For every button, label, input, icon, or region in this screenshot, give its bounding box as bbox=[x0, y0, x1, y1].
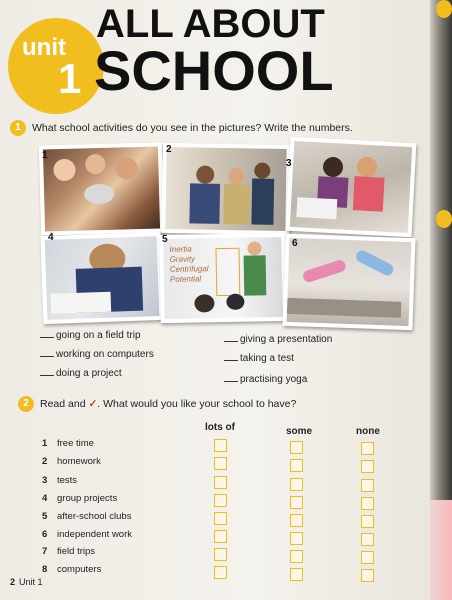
unit-word: unit bbox=[22, 34, 66, 61]
photo-1 bbox=[39, 142, 164, 235]
photo-5-number: 5 bbox=[162, 234, 168, 245]
column-header-some: some bbox=[286, 426, 313, 437]
checkbox-none[interactable] bbox=[361, 533, 374, 546]
checkbox-lots-of[interactable] bbox=[214, 530, 227, 543]
activity-item: giving a presentation bbox=[224, 334, 332, 345]
edge-tab-marker bbox=[436, 210, 452, 228]
checkbox-some[interactable] bbox=[290, 441, 303, 454]
answer-blank[interactable] bbox=[40, 337, 54, 338]
title-line-2: SCHOOL bbox=[94, 39, 334, 102]
answer-blank[interactable] bbox=[224, 381, 238, 382]
table-row-label: 6 independent work bbox=[42, 529, 132, 540]
exercise-1-number: 1 bbox=[10, 120, 26, 136]
checkbox-some[interactable] bbox=[290, 496, 303, 509]
edge-tab-marker bbox=[436, 0, 452, 18]
checkbox-some[interactable] bbox=[290, 478, 303, 491]
title-line-1: ALL ABOUT bbox=[96, 2, 325, 46]
footer-unit-label: Unit 1 bbox=[19, 577, 43, 587]
activity-item: doing a project bbox=[40, 368, 122, 379]
checkbox-some[interactable] bbox=[290, 550, 303, 563]
activity-item: going on a field trip bbox=[40, 330, 141, 341]
activity-item: practising yoga bbox=[224, 374, 307, 385]
checkbox-none[interactable] bbox=[361, 551, 374, 564]
checkbox-lots-of[interactable] bbox=[214, 512, 227, 525]
table-row-label: 3 tests bbox=[42, 475, 78, 486]
tick-icon: ✓ bbox=[88, 398, 98, 410]
page-footer bbox=[10, 577, 43, 587]
table-row-label: 8 computers bbox=[42, 564, 102, 575]
checkbox-none[interactable] bbox=[361, 515, 374, 528]
table-row-label: 7 field trips bbox=[42, 546, 96, 557]
checkbox-lots-of[interactable] bbox=[214, 548, 227, 561]
unit-number: 1 bbox=[58, 55, 82, 102]
photo-4-number: 4 bbox=[48, 232, 54, 243]
checkbox-some[interactable] bbox=[290, 514, 303, 527]
checkbox-some[interactable] bbox=[290, 568, 303, 581]
exercise-2-number: 2 bbox=[18, 396, 34, 412]
column-header-none: none bbox=[356, 426, 380, 437]
photo-5 bbox=[159, 233, 287, 323]
photo-1-number: 1 bbox=[42, 150, 48, 161]
checkbox-lots-of[interactable] bbox=[214, 457, 227, 470]
checkbox-none[interactable] bbox=[361, 442, 374, 455]
exercise-1-instruction: What school activities do you see in the pictures? Write the numbers. bbox=[32, 122, 353, 134]
photo-4 bbox=[41, 232, 164, 324]
photo-6-number: 6 bbox=[292, 238, 298, 249]
answer-blank[interactable] bbox=[40, 375, 54, 376]
photo-3-number: 3 bbox=[286, 158, 292, 169]
unit-badge bbox=[8, 18, 104, 114]
activity-item: taking a test bbox=[224, 353, 294, 364]
checkbox-lots-of[interactable] bbox=[214, 439, 227, 452]
photo-2-number: 2 bbox=[166, 144, 172, 155]
column-header-lots-of: lots of bbox=[205, 422, 235, 433]
photo-2 bbox=[161, 143, 291, 235]
checkbox-some[interactable] bbox=[290, 459, 303, 472]
photo-6 bbox=[282, 234, 415, 330]
answer-blank[interactable] bbox=[40, 356, 54, 357]
page-number: 2 bbox=[10, 577, 16, 587]
table-row-label: 5 after-school clubs bbox=[42, 511, 132, 522]
checkbox-none[interactable] bbox=[361, 460, 374, 473]
checkbox-some[interactable] bbox=[290, 532, 303, 545]
answer-blank[interactable] bbox=[224, 360, 238, 361]
activity-item: working on computers bbox=[40, 349, 154, 360]
checkbox-none[interactable] bbox=[361, 569, 374, 582]
checkbox-lots-of[interactable] bbox=[214, 476, 227, 489]
whiteboard-text: Inertia Gravity Centrifugal Potential bbox=[169, 244, 209, 284]
checkbox-none[interactable] bbox=[361, 497, 374, 510]
checkbox-lots-of[interactable] bbox=[214, 566, 227, 579]
table-row-label: 4 group projects bbox=[42, 493, 118, 504]
exercise-2-instruction: Read and ✓. What would you like your school to have? bbox=[40, 398, 297, 410]
answer-blank[interactable] bbox=[224, 341, 238, 342]
table-row-label: 1 free time bbox=[42, 438, 94, 449]
photo-3 bbox=[286, 137, 417, 237]
next-page-pink-edge bbox=[430, 500, 452, 600]
checkbox-lots-of[interactable] bbox=[214, 494, 227, 507]
checkbox-none[interactable] bbox=[361, 479, 374, 492]
table-row-label: 2 homework bbox=[42, 456, 101, 467]
